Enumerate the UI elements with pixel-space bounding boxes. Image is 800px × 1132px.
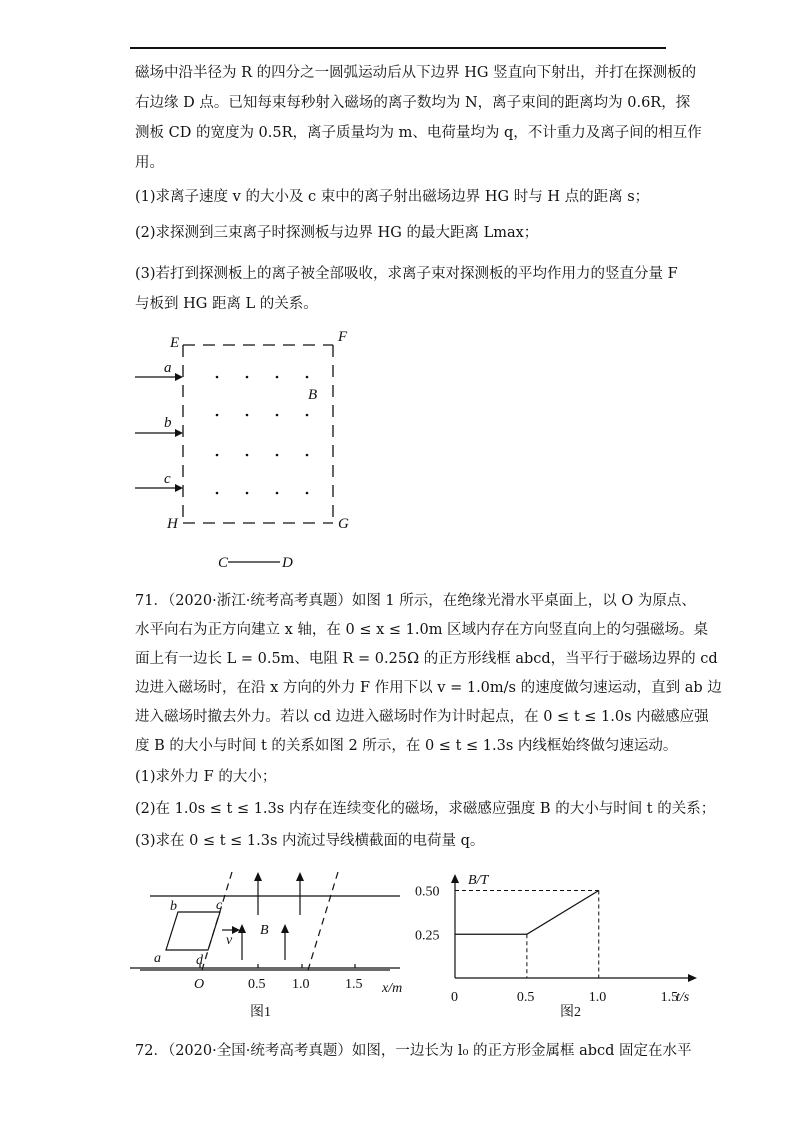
figure-1-coil (130, 860, 420, 1025)
p70-question-3a: (3)若打到探测板上的离子被全部吸收，求离子束对探测板的平均作用力的竖直分量 F (135, 266, 678, 282)
p70-line-2: 右边缘 D 点。已知每束每秒射入磁场的离子数均为 N，离子束间的距离均为 0.6R，探 (135, 95, 691, 111)
x-tick-label: 1.5 (660, 990, 679, 1005)
velocity-label: v (226, 933, 233, 948)
label-C: C (218, 555, 229, 570)
label-b: b (164, 415, 172, 431)
p70-question-3b: 与板到 HG 距离 L 的关系。 (135, 296, 318, 312)
field-right-boundary (308, 872, 338, 970)
label-c: c (164, 471, 171, 487)
label-G: G (338, 516, 349, 532)
tick-1.0: 1.0 (292, 977, 310, 992)
coil-abcd (166, 912, 220, 950)
p70-question-2: (2)求探测到三束离子时探测板与边界 HG 的最大距离 Lmax； (135, 225, 539, 241)
figure-1-caption: 图1 (250, 1005, 271, 1020)
x-tick-label: 0.5 (516, 990, 535, 1005)
field-label-B: B (260, 923, 269, 938)
p70-line-4: 用。 (135, 155, 164, 171)
y-tick-label: 0.50 (415, 884, 440, 900)
x-axis-label: x/m (382, 981, 403, 996)
p71-line-5: 进入磁场时撤去外力。若以 cd 边进入磁场时作为计时起点，在 0 ≤ t ≤ 1.0s 内磁感应强 (135, 709, 709, 725)
p71-line-4: 边进入磁场时，在沿 x 方向的外力 F 作用下以 v = 1.0m/s 的速度做匀速运动，直到 ab 边 (135, 680, 722, 696)
header-rule (130, 47, 666, 49)
tick-1.5: 1.5 (345, 977, 363, 992)
p71-question-2: (2)在 1.0s ≤ t ≤ 1.3s 内存在连续变化的磁场，求磁感应强度 B 的大小与时间 t 的关系； (135, 801, 716, 817)
p71-line-2: 水平向右为正方向建立 x 轴，在 0 ≤ x ≤ 1.0m 区域内存在方向竖直向上的匀强磁场。桌 (135, 622, 709, 638)
label-F: F (338, 329, 348, 345)
p71-line-6: 度 B 的大小与时间 t 的关系如图 2 所示，在 0 ≤ t ≤ 1.3s 内线框始终做匀速运动。 (135, 738, 678, 754)
coil-label-a: a (154, 951, 161, 966)
y-axis-label: B/T (468, 873, 489, 888)
label-D: D (282, 555, 293, 570)
field-dots (216, 376, 309, 495)
origin-label: O (194, 977, 205, 992)
coil-label-b: b (170, 899, 177, 914)
p72-line-1: 72．（2020·全国·统考高考真题）如图，一边长为 l₀ 的正方形金属框 abcd 固定在水平 (135, 1043, 692, 1059)
x-tick-label: 0 (451, 990, 458, 1005)
label-B: B (308, 387, 318, 403)
p70-question-1: (1)求离子速度 v 的大小及 c 束中的离子射出磁场边界 HG 时与 H 点的距离 s； (135, 189, 650, 205)
p71-line-1: 71．（2020·浙江·统考高考真题）如图 1 所示，在绝缘光滑水平桌面上，以 O 为原点、 (135, 593, 696, 609)
p71-question-1: (1)求外力 F 的大小； (135, 769, 277, 785)
p71-question-3: (3)求在 0 ≤ t ≤ 1.3s 内流过导线横截面的电荷量 q。 (135, 833, 485, 849)
x-tick-label: 1.0 (588, 990, 607, 1005)
p70-line-3: 测板 CD 的宽度为 0.5R，离子质量均为 m、电荷量均为 q，不计重力及离子间的相互作 (135, 125, 702, 141)
tick-0.5: 0.5 (248, 977, 266, 992)
label-E: E (170, 335, 180, 351)
coil-label-c: c (216, 898, 223, 913)
p71-line-3: 面上有一边长 L = 0.5m、电阻 R = 0.25Ω 的正方形线框 abcd，当平行于磁场边界的 cd (135, 651, 718, 667)
p70-line-1: 磁场中沿半径为 R 的四分之一圆弧运动后从下边界 HG 竖直向下射出，并打在探测板的 (135, 65, 697, 81)
b-t-series-line (455, 891, 599, 935)
label-a: a (164, 360, 172, 376)
figure-2-chart (410, 860, 700, 1025)
magnetic-field-figure (120, 325, 380, 570)
coil-label-d: d (196, 953, 203, 968)
label-H: H (167, 516, 178, 532)
y-tick-label: 0.25 (415, 928, 440, 944)
figure-2-caption: 图2 (560, 1005, 581, 1020)
x-axis-label: t/s (676, 990, 690, 1005)
